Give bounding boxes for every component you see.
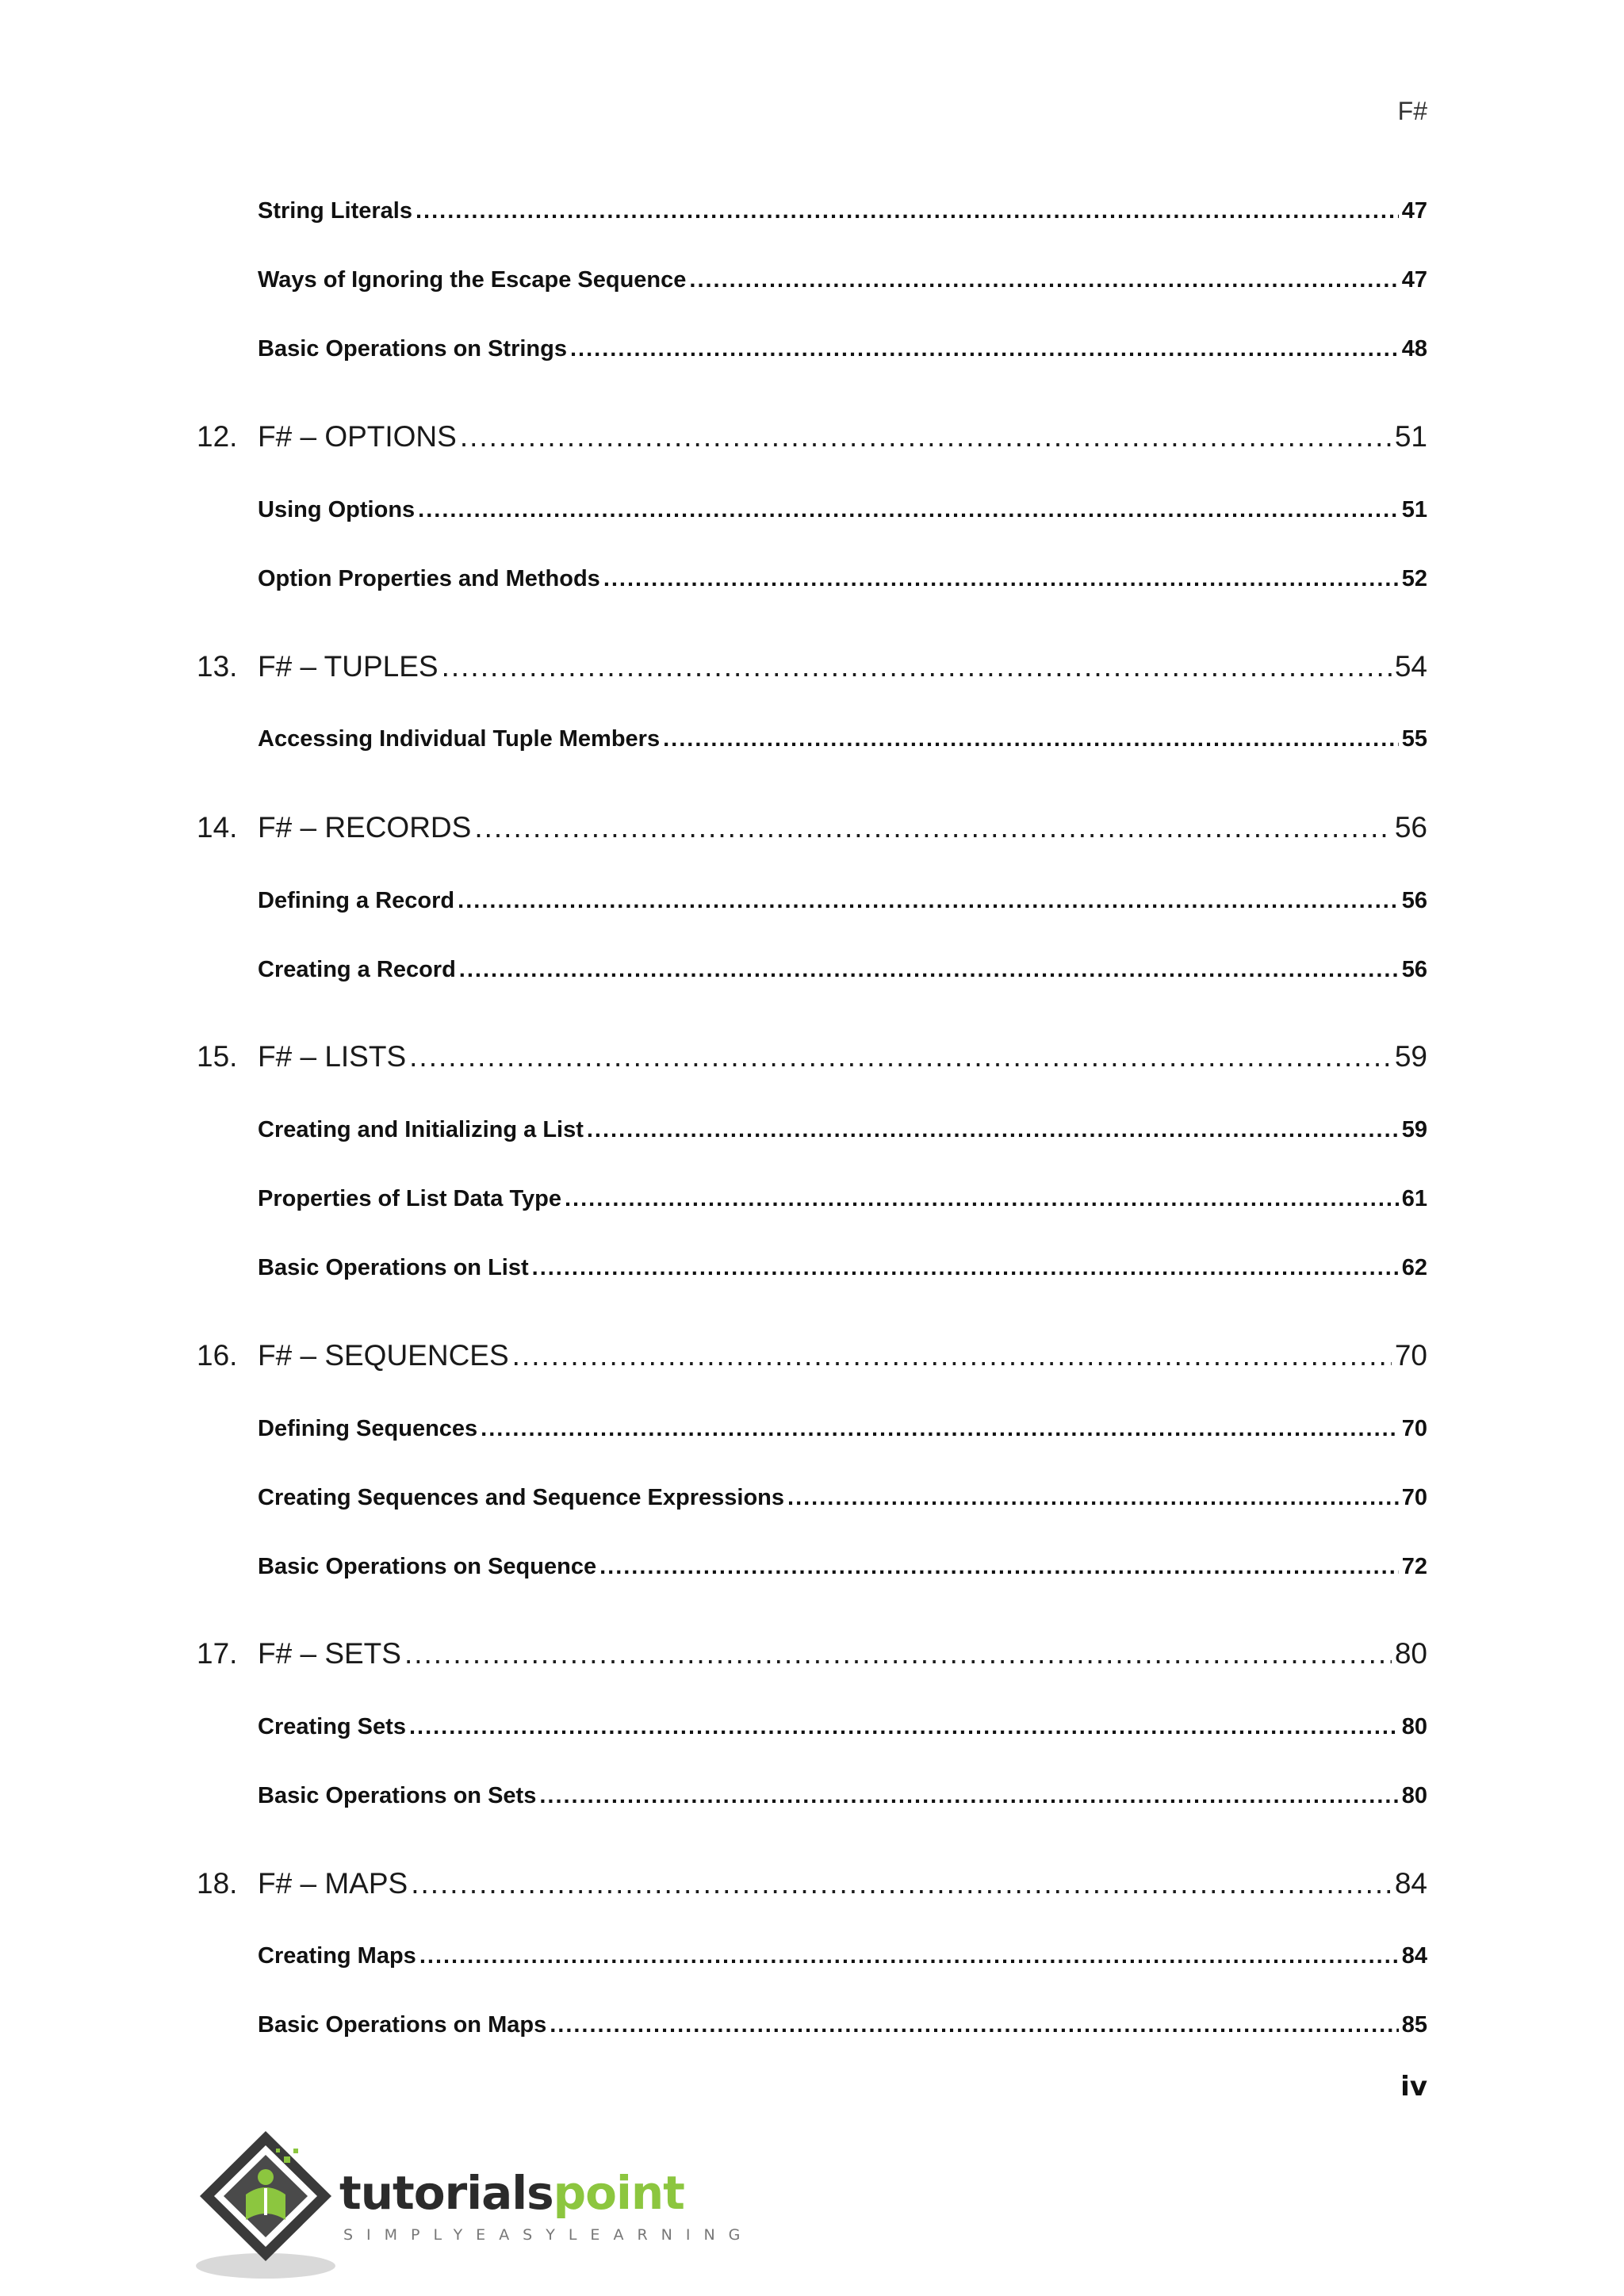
toc-entry-title: Basic Operations on Strings [258, 336, 567, 362]
chapter-number: 15. [197, 1040, 238, 1073]
chapter-number: 13. [197, 650, 238, 683]
toc-entry-page: 47 [1401, 267, 1427, 293]
chapter-title: F# – TUPLES [258, 650, 439, 683]
dot-leader [458, 888, 1399, 914]
dot-leader [570, 336, 1399, 362]
toc-chapter[interactable] [197, 1040, 1427, 1073]
dot-leader [532, 1255, 1399, 1281]
dot-leader [409, 1714, 1399, 1740]
chapter-number: 18. [197, 1867, 238, 1900]
toc-chapter[interactable] [197, 1339, 1427, 1372]
chapter-title: F# – RECORDS [258, 811, 472, 844]
logo-emblem-icon [190, 2125, 349, 2283]
dot-leader [416, 198, 1399, 224]
dot-leader [550, 2012, 1399, 2038]
chapter-title: F# – SETS [258, 1637, 401, 1670]
chapter-number: 17. [197, 1637, 238, 1670]
toc-entry-title: Basic Operations on Sequence [258, 1554, 597, 1579]
chapter-page: 56 [1394, 811, 1427, 844]
toc-entry-page: 52 [1401, 566, 1427, 591]
toc-entry-title: Creating Sets [258, 1714, 406, 1739]
logo-word-tutorials: tutorials [339, 2166, 553, 2220]
toc-entry-title: Creating Maps [258, 1943, 416, 1969]
toc-entry-title: String Literals [258, 198, 412, 224]
toc-entry[interactable] [258, 1714, 1427, 1740]
toc-entry[interactable] [258, 1186, 1427, 1212]
dot-leader [459, 957, 1399, 983]
toc-entry-page: 80 [1401, 1783, 1427, 1808]
chapter-number: 14. [197, 811, 238, 844]
chapter-number: 12. [197, 420, 238, 453]
toc-entry[interactable] [258, 198, 1427, 224]
toc-entry[interactable] [258, 497, 1427, 523]
chapter-title: F# – MAPS [258, 1867, 408, 1900]
toc-entry-title: Properties of List Data Type [258, 1186, 561, 1211]
toc-entry[interactable] [258, 957, 1427, 983]
toc-entry[interactable] [258, 1783, 1427, 1809]
toc-entry-title: Basic Operations on Sets [258, 1783, 537, 1808]
dot-leader [689, 267, 1398, 293]
dot-leader [409, 1040, 1392, 1073]
dot-leader [460, 420, 1392, 453]
toc-entry-page: 51 [1401, 497, 1427, 522]
dot-leader [565, 1186, 1399, 1212]
toc-entry-page: 85 [1401, 2012, 1427, 2038]
toc-chapter[interactable] [197, 811, 1427, 844]
dot-leader [418, 497, 1399, 523]
toc-entry-page: 56 [1401, 888, 1427, 913]
chapter-page: 51 [1394, 420, 1427, 453]
toc-entry-title: Creating and Initializing a List [258, 1117, 584, 1142]
dot-leader [663, 726, 1399, 752]
dot-leader [404, 1637, 1392, 1670]
logo-tagline: SIMPLYEASYLEARNING [343, 2226, 754, 2244]
toc-entry-title: Ways of Ignoring the Escape Sequence [258, 267, 687, 293]
toc-entry-title: Basic Operations on List [258, 1255, 529, 1280]
toc-chapter[interactable] [197, 650, 1427, 683]
toc-entry-page: 61 [1401, 1186, 1427, 1211]
toc-entry-page: 47 [1401, 198, 1427, 224]
page-number: iv [1400, 2071, 1427, 2103]
toc-entry-page: 84 [1401, 1943, 1427, 1969]
toc-entry[interactable] [258, 1117, 1427, 1143]
toc-entry-page: 72 [1401, 1554, 1427, 1579]
toc-entry[interactable] [258, 2012, 1427, 2038]
dot-leader [474, 811, 1392, 844]
dot-leader [481, 1416, 1399, 1442]
logo-word-point: point [553, 2166, 684, 2220]
dot-leader [787, 1485, 1399, 1511]
toc-entry-page: 55 [1401, 726, 1427, 752]
chapter-page: 54 [1394, 650, 1427, 683]
toc-entry[interactable] [258, 566, 1427, 592]
toc-entry[interactable] [258, 726, 1427, 752]
toc-entry[interactable] [258, 1255, 1427, 1281]
tutorialspoint-logo [190, 2125, 754, 2283]
toc-entry[interactable] [258, 1943, 1427, 1969]
dot-leader [411, 1867, 1392, 1900]
dot-leader [419, 1943, 1399, 1969]
toc-entry-title: Defining a Record [258, 888, 455, 913]
chapter-number: 16. [197, 1339, 238, 1372]
chapter-page: 70 [1394, 1339, 1427, 1372]
dot-leader [603, 566, 1399, 592]
chapter-title: F# – LISTS [258, 1040, 407, 1073]
toc-entry-page: 56 [1401, 957, 1427, 982]
logo-wordmark [339, 2166, 684, 2220]
toc-chapter[interactable] [197, 420, 1427, 453]
toc-entry-title: Accessing Individual Tuple Members [258, 726, 661, 752]
dot-leader [587, 1117, 1399, 1143]
toc-entry-page: 80 [1401, 1714, 1427, 1739]
toc-entry-title: Creating Sequences and Sequence Expressions [258, 1485, 785, 1510]
toc-entry-page: 70 [1401, 1485, 1427, 1510]
toc-entry[interactable] [258, 336, 1427, 362]
dot-leader [539, 1783, 1398, 1809]
chapter-page: 84 [1394, 1867, 1427, 1900]
toc-entry-page: 48 [1401, 336, 1427, 362]
toc-entry[interactable] [258, 888, 1427, 914]
toc-entry-title: Using Options [258, 497, 416, 522]
dot-leader [599, 1554, 1399, 1580]
toc-chapter[interactable] [197, 1637, 1427, 1670]
dot-leader [442, 650, 1392, 683]
chapter-page: 59 [1394, 1040, 1427, 1073]
chapter-title: F# – OPTIONS [258, 420, 457, 453]
dot-leader [512, 1339, 1392, 1372]
toc-entry-page: 70 [1401, 1416, 1427, 1441]
chapter-title: F# – SEQUENCES [258, 1339, 509, 1372]
toc-entry-page: 59 [1401, 1117, 1427, 1142]
toc-entry-title: Defining Sequences [258, 1416, 478, 1441]
toc-chapter[interactable] [197, 1867, 1427, 1900]
toc-entry-title: Creating a Record [258, 957, 456, 982]
toc-entry-page: 62 [1401, 1255, 1427, 1280]
chapter-page: 80 [1394, 1637, 1427, 1670]
toc-entry-title: Basic Operations on Maps [258, 2012, 547, 2038]
toc-entry[interactable] [258, 1485, 1427, 1511]
toc-entry[interactable] [258, 267, 1427, 293]
toc-entry[interactable] [258, 1554, 1427, 1580]
toc-entry[interactable] [258, 1416, 1427, 1442]
running-header: F# [1397, 97, 1427, 125]
toc-entry-title: Option Properties and Methods [258, 566, 600, 591]
